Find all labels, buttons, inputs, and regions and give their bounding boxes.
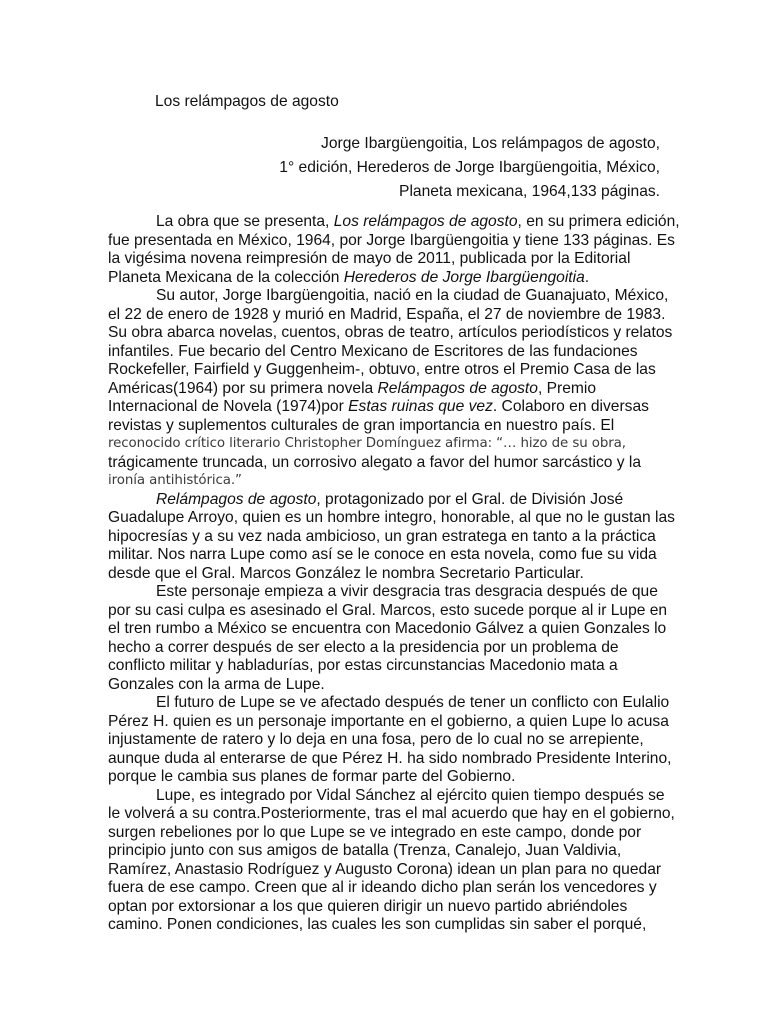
- text-line: El futuro de Lupe se ve afectado después de tener un conflicto con Eulalio: [156, 694, 670, 711]
- text-line: principio junto con sus amigos de batalla (Trenza, Canalejo, Juan Valdivia,: [108, 842, 622, 859]
- text-line: surgen rebeliones por lo que Lupe se ve integrado en este campo, donde por: [108, 823, 642, 841]
- text-line: Este personaje empieza a vivir desgracia tras desgracia después de que: [156, 583, 658, 600]
- text-line: aunque duda al enterarse de que Pérez H. ha sido nombrado Presidente Interino,: [108, 749, 672, 767]
- paragraph-4: [108, 583, 668, 694]
- text-line: infantiles. Fue becario del Centro Mexicano de Escritores de las fundaciones: [108, 342, 638, 360]
- text-line: fuera de ese campo. Creen que al ir ideando dicho plan serán los vencedores y: [108, 879, 657, 896]
- text-line: La obra que se presenta, Los relámpagos de agosto, en su primera edición,: [156, 213, 680, 230]
- text-line: Ramírez, Anastasio Rodríguez y Augusto Corona) idean un plan para no quedar: [108, 860, 662, 878]
- text-line: por su casi culpa es asesinado el Gral. Marcos, esto sucede porque al ir Lupe en: [108, 601, 668, 619]
- text-line: conflicto militar y habladurías, por estas circunstancias Macedonio mata a: [108, 657, 618, 674]
- text-line: militar. Nos narra Lupe como así se le conoce en esta novela, como fue su vida: [108, 546, 657, 563]
- text-line: Planeta Mexicana de la colección Herederos de Jorge Ibargüengoitia.: [108, 268, 590, 286]
- book-title: Relámpagos de agosto: [377, 379, 538, 397]
- text-line: Rockefeller, Fairfield y Guggenheim-, obtuvo, entre otros el Premio Casa de las: [108, 361, 656, 378]
- text-line: revistas y suplementos culturales de gran importancia en nuestro país. El: [108, 416, 615, 434]
- paragraph-5: [108, 694, 672, 787]
- text-line: el tren rumbo a México se encuentra con Macedonio Gálvez a quien Gonzales lo: [108, 620, 667, 637]
- text-line: Internacional de Novela (1974)por Estas ruinas que vez. Colaboro en diversas: [108, 398, 649, 415]
- text-line: camino. Ponen condiciones, las cuales les son cumplidas sin saber el porqué,: [108, 916, 647, 933]
- text-line: Lupe, es integrado por Vidal Sánchez al ejército quien tiempo después se: [156, 786, 665, 804]
- quote-line: ironía antihistórica.”: [108, 473, 242, 488]
- text-line: Gonzales con la arma de Lupe.: [108, 675, 325, 693]
- reference-line: Planeta mexicana, 1964,133 páginas.: [399, 183, 660, 200]
- paragraph-6: [108, 786, 675, 935]
- text-line: le volverá a su contra.Posteriormente, tras el mal acuerdo que hay en el gobierno,: [108, 805, 675, 822]
- text-line: trágicamente truncada, un corrosivo alegato a favor del humor sarcástico y la: [108, 453, 642, 471]
- reference-line: 1° edición, Herederos de Jorge Ibargüengoitia, México,: [279, 159, 660, 176]
- text-line: la vigésima novena reimpresión de mayo de 2011, publicada por la Editorial: [108, 250, 631, 267]
- text-line: Pérez H. quien es un personaje importante en el gobierno, a quien Lupe lo acusa: [108, 712, 669, 730]
- text-line: injustamente de ratero y lo deja en una fosa, pero de lo cual no se arrepiente,: [108, 731, 644, 748]
- quote-line: reconocido crítico literario Christopher Domínguez afirma: “… hizo de su obra,: [108, 436, 626, 451]
- document-body: [108, 213, 680, 935]
- text-line: fue presentada en México, 1964, por Jorge Ibargüengoitia y tiene 133 páginas. Es: [108, 231, 675, 249]
- book-title: Los relámpagos de agosto: [333, 213, 518, 230]
- collection-title: Herederos de Jorge Ibargüengoitia: [343, 268, 585, 286]
- text-line: Guadalupe Arroyo, quien es un hombre integro, honorable, al que no le gustan las: [108, 509, 675, 526]
- text-line: Américas(1964) por su primera novela Relámpagos de agosto, Premio: [108, 379, 596, 397]
- text-line: el 22 de enero de 1928 y murió en Madrid, España, el 27 de noviembre de 1983.: [108, 305, 666, 323]
- text-line: hipocresías y a su vez nada ambicioso, un gran estratega en tanto a la práctica: [108, 527, 656, 545]
- bibliographic-reference: [279, 132, 660, 204]
- text-line: porque le cambia sus planes de formar parte del Gobierno.: [108, 768, 516, 785]
- document-title: Los relámpagos de agosto: [155, 93, 339, 110]
- text-line: optan por extorsionar a los que quieren dirigir un nuevo partido abriéndoles: [108, 897, 628, 915]
- reference-line: Jorge Ibargüengoitia, Los relámpagos de agosto,: [321, 135, 660, 152]
- book-title: Relámpagos de agosto: [156, 490, 317, 508]
- text-line: Relámpagos de agosto, protagonizado por el Gral. de División José: [156, 490, 624, 508]
- text-line: Su obra abarca novelas, cuentos, obras de teatro, artículos periodísticos y relatos: [108, 324, 673, 341]
- text-line: Su autor, Jorge Ibargüengoitia, nació en la ciudad de Guanajuato, México,: [156, 287, 669, 304]
- paragraph-3: [108, 490, 675, 584]
- text-line: hecho a correr después de ser electo a la presidencia por un problema de: [108, 638, 619, 656]
- text-line: desde que el Gral. Marcos González le nombra Secretario Particular.: [108, 564, 584, 582]
- paragraph-1: [108, 213, 680, 287]
- paragraph-2: [108, 287, 673, 491]
- book-title: Estas ruinas que vez: [348, 398, 493, 415]
